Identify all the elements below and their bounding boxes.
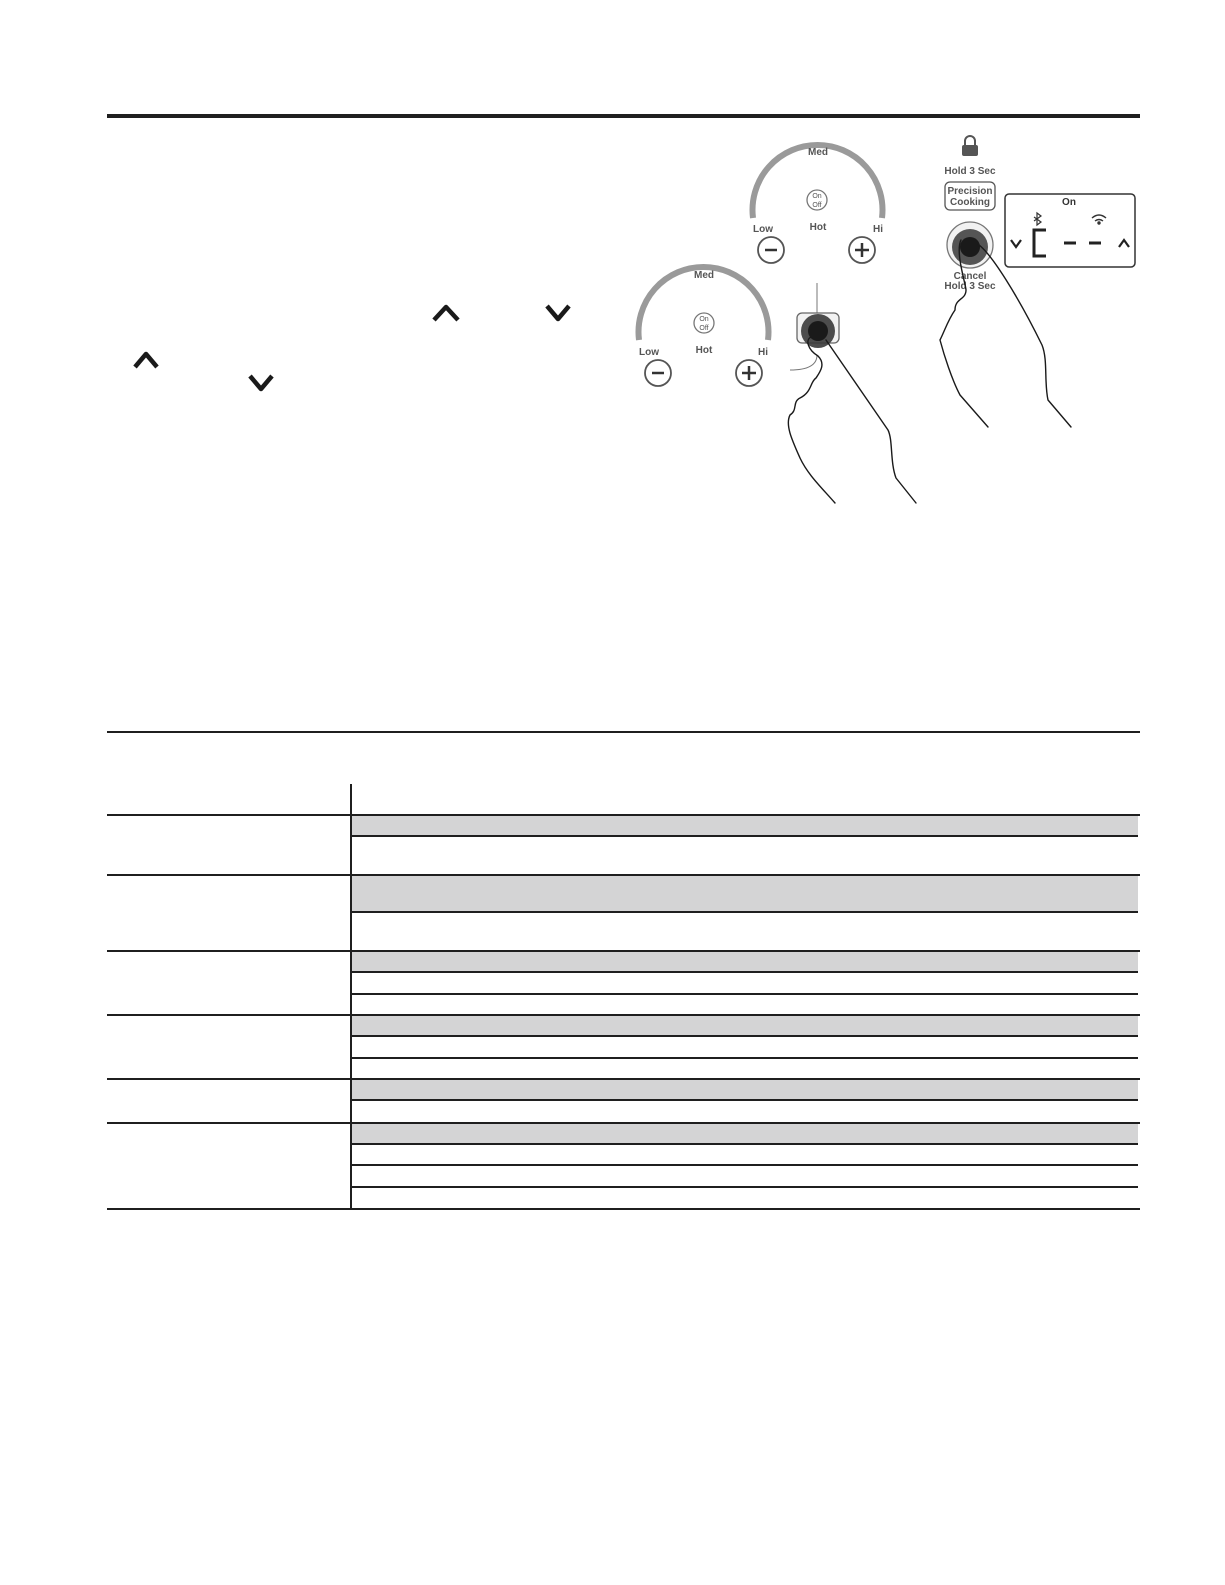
display-panel — [1005, 194, 1135, 267]
hi-label: Hi — [873, 224, 883, 235]
front-burner-dial — [639, 267, 769, 386]
row-divider — [107, 1014, 1140, 1016]
hand-pointer-icon — [940, 240, 1071, 427]
med-label: Med — [808, 147, 828, 158]
row-divider — [352, 911, 1138, 913]
column-divider — [350, 784, 352, 1209]
hot-label: Hot — [695, 345, 713, 356]
down-arrow-icon — [247, 373, 275, 393]
cancel-label: Cancel — [953, 271, 987, 282]
control-panel-diagram — [620, 120, 1150, 520]
off-label: Off — [699, 325, 709, 332]
low-label: Low — [753, 224, 773, 235]
row-divider — [107, 874, 1140, 876]
table-row-shaded — [352, 1124, 1138, 1144]
table-row-shaded — [352, 952, 1138, 972]
on-off-button[interactable] — [694, 313, 714, 333]
table-row-shaded — [352, 1016, 1138, 1036]
precision-cooking-button[interactable] — [945, 182, 995, 210]
row-divider — [107, 950, 1140, 952]
row-divider — [352, 1164, 1138, 1166]
table-row-shaded — [352, 1080, 1138, 1100]
table-row-shaded — [352, 816, 1138, 836]
lock-icon — [962, 136, 978, 156]
plus-button[interactable] — [849, 237, 875, 263]
row-divider — [352, 1099, 1138, 1101]
hand-pointer-icon — [788, 337, 916, 503]
row-divider — [107, 1078, 1140, 1080]
table-row-shaded — [352, 876, 1138, 912]
row-divider — [107, 814, 1140, 816]
top-rule — [107, 114, 1140, 118]
row-divider — [352, 971, 1138, 973]
cancel-hold-label: Hold 3 Sec — [944, 281, 996, 292]
row-divider — [107, 1208, 1140, 1210]
down-arrow-icon — [544, 303, 572, 323]
row-divider — [352, 835, 1138, 837]
minus-button[interactable] — [645, 360, 671, 386]
precision-panel — [944, 136, 996, 292]
low-label: Low — [639, 347, 659, 358]
section-rule — [107, 731, 1140, 733]
hi-label: Hi — [758, 347, 768, 358]
cooking-label: Cooking — [950, 197, 990, 208]
rear-burner-dial — [753, 145, 884, 263]
on-indicator: On — [1062, 197, 1076, 208]
row-divider — [107, 1122, 1140, 1124]
on-off-button[interactable] — [807, 190, 827, 210]
row-divider — [352, 1057, 1138, 1059]
row-divider — [352, 1186, 1138, 1188]
sync-burners-button[interactable] — [790, 283, 839, 370]
on-label: On — [812, 193, 822, 200]
on-label: On — [699, 316, 709, 323]
cancel-button[interactable] — [947, 222, 993, 268]
precision-label: Precision — [947, 186, 993, 197]
minus-button[interactable] — [758, 237, 784, 263]
med-label: Med — [694, 270, 714, 281]
hold-label: Hold 3 Sec — [944, 166, 996, 177]
up-arrow-icon — [431, 303, 461, 323]
row-divider — [352, 993, 1138, 995]
hot-label: Hot — [809, 222, 827, 233]
off-label: Off — [812, 202, 822, 209]
row-divider — [352, 1143, 1138, 1145]
plus-button[interactable] — [736, 360, 762, 386]
up-arrow-icon — [132, 350, 160, 370]
row-divider — [352, 1035, 1138, 1037]
